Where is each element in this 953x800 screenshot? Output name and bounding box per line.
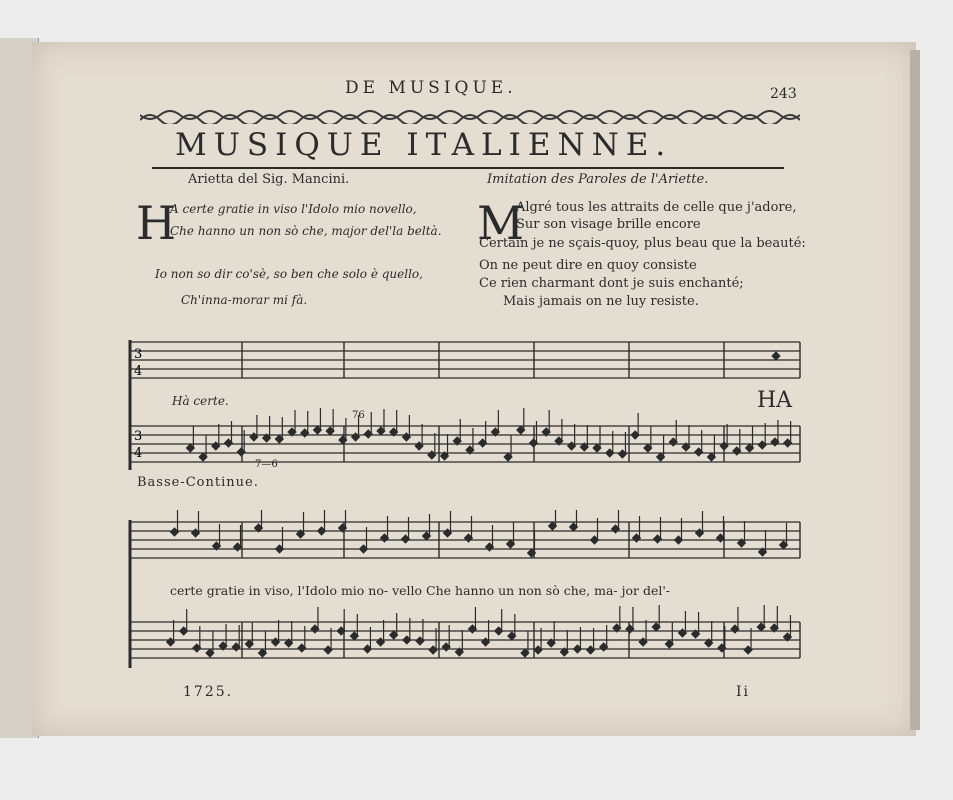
lyric-ha-certe: Hà certe. — [172, 394, 229, 408]
lyric-ha-cap: HA — [757, 388, 793, 413]
time-signature-top: 3 — [134, 347, 143, 362]
figure-7-6: 7—6 — [255, 459, 278, 470]
time-signature-bottom: 4 — [134, 364, 143, 379]
figure-76: 76 — [352, 410, 365, 421]
page-title: MUSIQUE ITALIENNE. — [175, 127, 673, 163]
french-line: Ce rien charmant dont je suis enchanté; — [479, 276, 744, 291]
italian-drop-cap: H — [136, 196, 177, 250]
time-signature-top: 3 — [134, 429, 143, 444]
ornament-band-icon — [140, 110, 800, 124]
basse-continue-label: Basse-Continue. — [137, 475, 259, 490]
french-heading: Imitation des Paroles de l'Ariette. — [487, 172, 709, 187]
time-signature-bottom: 4 — [134, 446, 143, 461]
lyrics-line-2: certe gratie in viso, l'Idolo mio no- vello Che hanno un non sò che, ma- jor del'- — [170, 583, 671, 598]
page-number: 243 — [770, 86, 797, 102]
french-line: Algré tous les attraits de celle que j'adore, — [516, 200, 797, 215]
french-line: Mais jamais on ne luy resiste. — [503, 294, 699, 309]
italian-heading: Arietta del Sig. Mancini. — [188, 172, 350, 187]
title-rule — [152, 167, 784, 169]
french-line: On ne peut dire en quoy consiste — [479, 258, 697, 273]
french-line: Sur son visage brille encore — [516, 217, 701, 232]
french-line: Certain je ne sçais-quoy, plus beau que la beauté: — [479, 236, 806, 251]
note-head — [772, 352, 780, 360]
signature-mark: Ii — [736, 684, 751, 700]
italian-line: Che hanno un non sò che, major del'la beltà. — [170, 224, 442, 238]
italian-line: Ch'inna-morar mi fà. — [181, 293, 308, 307]
french-drop-cap: M — [477, 196, 525, 250]
running-head: DE MUSIQUE. — [345, 78, 517, 98]
italian-line: Io non so dir co'sè, so ben che solo è quello, — [155, 267, 423, 281]
footer-year: 1725. — [183, 684, 234, 700]
italian-line: A certe gratie in viso l'Idolo mio novello, — [170, 202, 417, 216]
page-edge — [910, 50, 920, 730]
